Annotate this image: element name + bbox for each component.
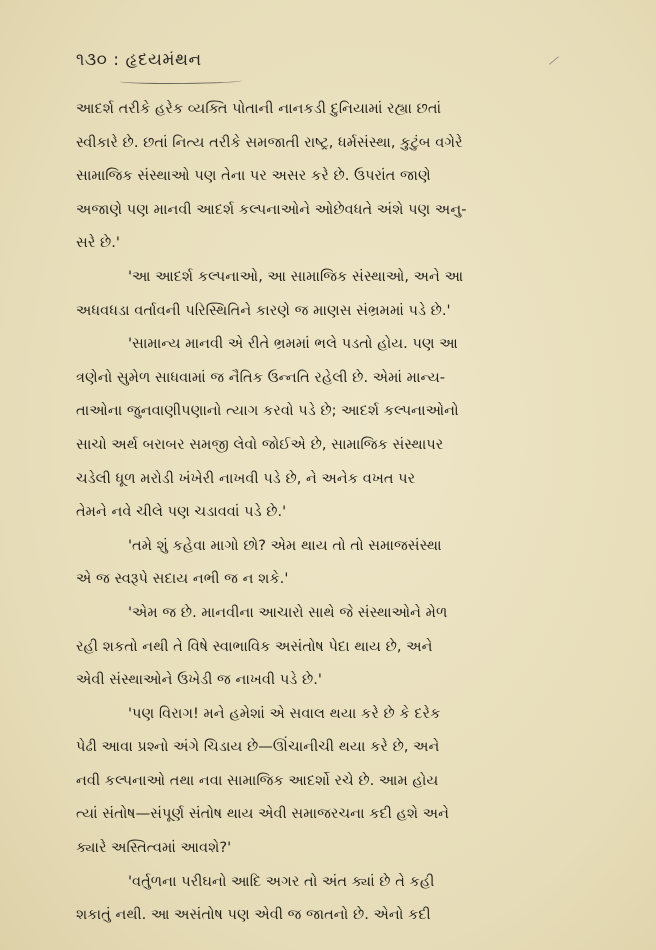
text-line: 'એમ જ છે. માનવીના આચારો સાથે જે સંસ્થાઓને મેળ — [128, 603, 448, 621]
text-line: ત્રણેનો સુમેળ સાધવામાં જ નૈતિક ઉન્નતિ રહેલી છે. એમાં માન્ય- — [76, 368, 446, 386]
text-line: એ જ સ્વરૂપે સદાય નભી જ ન શકે.' — [76, 570, 289, 588]
running-title: હૃદયમંથન — [125, 50, 202, 70]
paragraph — [76, 529, 616, 596]
text-line: તાઓના જુનવાણીપણાનો ત્યાગ કરવો પડે છે; આદર્શ કલ્પનાઓનો — [76, 402, 459, 420]
text-line: 'પણ વિરાગ! મને હમેશાં એ સવાલ થયા કરે છે કે દરેક — [128, 704, 441, 722]
page-header — [76, 50, 202, 70]
text-line: તેમને નવે ચીલે પણ ચડાવવાં પડે છે.' — [76, 503, 287, 521]
text-line: 'વર્તુળના પરીઘનો આદિ અગર તો અંત ક્યાં છે તે કહી — [128, 872, 435, 890]
text-line: પેઢી આવા પ્રશ્નો અંગે ચિડાય છે—ઊંચાનીચી થયા કરે છે, અને — [76, 738, 440, 756]
pencil-mark — [549, 56, 559, 64]
text-line: 'તમે શું કહેવા માગો છો? એમ થાય તો તો સમાજસંસ્થા — [128, 536, 442, 554]
running-title-underline — [120, 78, 242, 84]
page-number: ૧૩૦ — [76, 50, 108, 70]
text-line: નવી કલ્પનાઓ તથા નવા સામાજિક આદર્શો રચે છે. આમ હોય — [76, 771, 439, 789]
text-line: સ્વીકારે છે. છતાં નિત્ય તરીકે સમજાતી રાષ્ટ્ર, ધર્મસંસ્થા, કુટુંબ વગેરે — [76, 133, 463, 151]
paragraph — [76, 596, 616, 697]
text-line: એવી સંસ્થાઓને ઉખેડી જ નાખવી પડે છે.' — [76, 671, 322, 689]
text-line: ચડેલી ધૂળ મરોડી ખંખેરી નાખવી પડે છે, ને અનેક વખત પર — [76, 469, 416, 487]
text-line: સરે છે.' — [76, 234, 120, 252]
text-line: સામાજિક સંસ્થાઓ પણ તેના પર અસર કરે છે. ઉપરાંત જાણે — [76, 167, 431, 185]
text-line: ત્યાં સંતોષ—સંપૂર્ણ સંતોષ થાય એવી સમાજરચના કદી હશે અને — [76, 805, 450, 823]
text-line: આદર્શ તરીકે હરેક વ્યક્તિ પોતાની નાનકડી દુનિયામાં રહ્યા છતાં — [76, 100, 442, 117]
text-line: શકાતું નથી. આ અસંતોષ પણ એવી જ જાતનો છે. એનો કદી — [76, 906, 431, 924]
text-line: અધવધડા વર્તાવની પરિસ્થિતિને કારણે જ માણસ સંભ્રમમાં પડે છે.' — [76, 301, 451, 319]
paragraph — [76, 92, 616, 260]
text-line: સાચો અર્થ બરાબર સમજી લેવો જોઈએ છે, સામાજિક સંસ્થાપર — [76, 435, 444, 453]
paragraph — [76, 697, 616, 865]
paragraph — [76, 260, 616, 327]
text-line: 'સામાન્ય માનવી એ રીતે ભ્રમમાં ભલે પડતો હોય. પણ આ — [128, 335, 458, 353]
text-line: ક્યારે અસ્તિત્વમાં આવશે?' — [76, 839, 232, 857]
text-line: 'આ આદર્શ કલ્પનાઓ, આ સામાજિક સંસ્થાઓ, અને આ — [128, 267, 464, 285]
body-text — [76, 92, 616, 932]
text-line: અજાણે પણ માનવી આદર્શ કલ્પનાઓને ઓછેવધતે અંશે પણ અનુ- — [76, 200, 467, 218]
paragraph — [76, 865, 616, 932]
header-separator: : — [113, 50, 120, 70]
paragraph — [76, 327, 616, 529]
text-line: રહી શકતો નથી તે વિષે સ્વાભાવિક અસંતોષ પેદા થાય છે, અને — [76, 637, 433, 655]
